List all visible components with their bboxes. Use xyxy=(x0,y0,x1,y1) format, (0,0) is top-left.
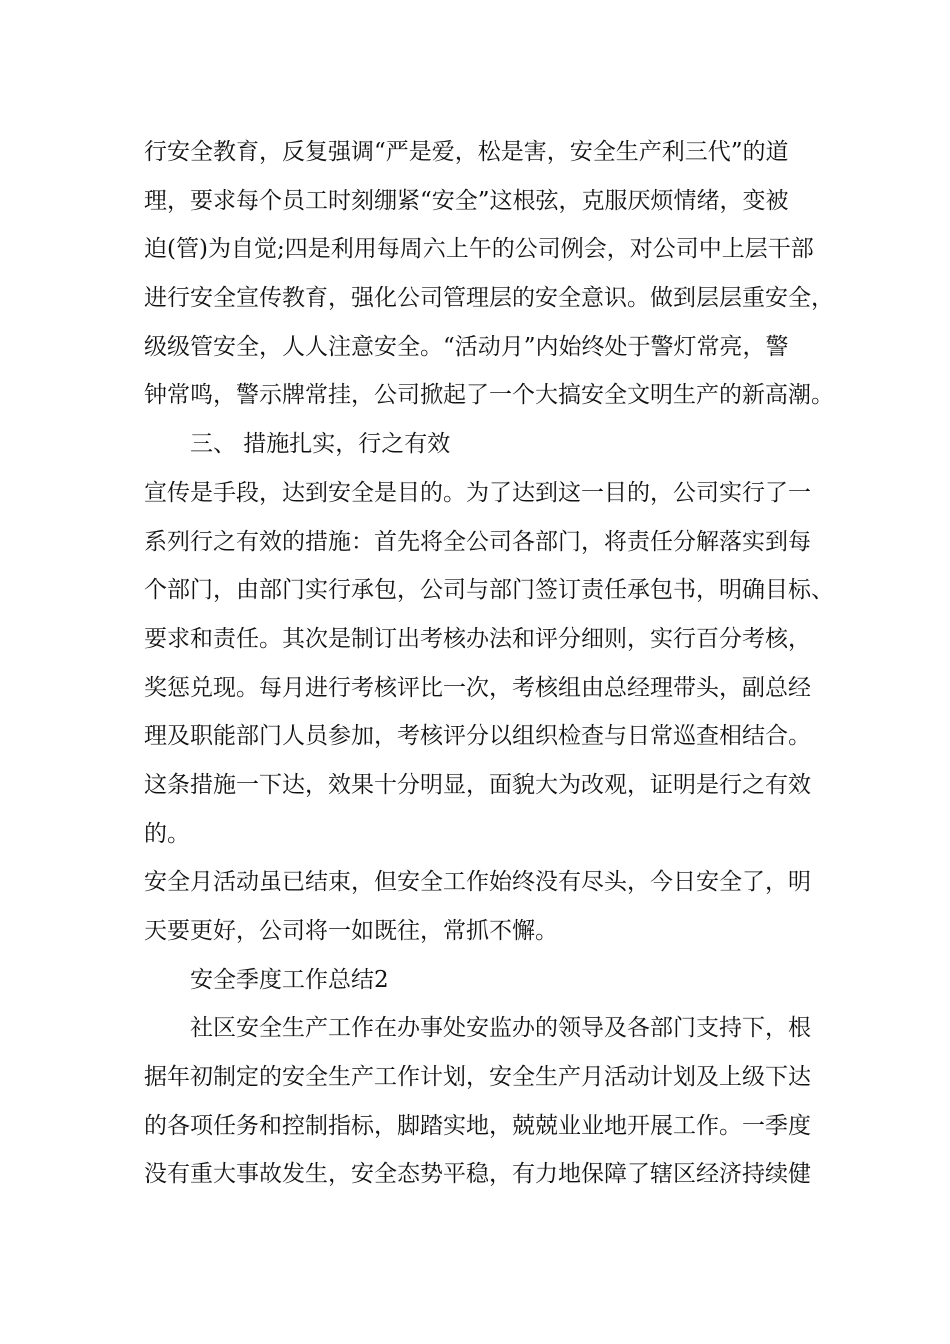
text-line: 行安全教育，反复强调“严是爱，松是害，安全生产利三代”的道 xyxy=(144,139,789,165)
document-body xyxy=(0,128,950,1199)
text-line: 宣传是手段，达到安全是目的。为了达到这一目的，公司实行了一 xyxy=(144,479,811,506)
text-line: 这条措施一下达，效果十分明显，面貌大为改观，证明是行之有效 xyxy=(144,771,811,798)
text-line: 要求和责任。其次是制订出考核办法和评分细则，实行百分考核， xyxy=(144,625,811,652)
text-line: 没有重大事故发生，安全态势平稳，有力地保障了辖区经济持续健 xyxy=(144,1161,811,1188)
text-line: 进行安全宣传教育，强化公司管理层的安全意识。做到层层重安全， xyxy=(144,285,834,312)
text-line: 理及职能部门人员参加，考核评分以组织检查与日常巡查相结合。 xyxy=(144,723,811,750)
text-line: 安全月活动虽已结束，但安全工作始终没有尽头，今日安全了，明 xyxy=(144,869,811,896)
text-line: 的各项任务和控制指标，脚踏实地，兢兢业业地开展工作。一季度 xyxy=(144,1112,811,1139)
text-line: 迫(管)为自觉;四是利用每周六上午的公司例会，对公司中上层干部 xyxy=(144,236,814,263)
text-line: 天要更好，公司将一如既往，常抓不懈。 xyxy=(144,918,558,944)
section-heading: 三、 措施扎实，行之有效 xyxy=(190,431,451,458)
text-line: 社区安全生产工作在办事处安监办的领导及各部门支持下，根 xyxy=(190,1015,811,1042)
text-line: 级级管安全，人人注意安全。“活动月”内始终处于警灯常亮，警 xyxy=(144,333,789,360)
text-line: 个部门，由部门实行承包，公司与部门签订责任承包书，明确目标、 xyxy=(144,577,834,604)
text-line: 系列行之有效的措施：首先将全公司各部门，将责任分解落实到每 xyxy=(144,528,811,555)
text-line: 的。 xyxy=(144,820,190,847)
document-subtitle: 安全季度工作总结2 xyxy=(190,966,389,993)
text-line: 钟常鸣，警示牌常挂，公司掀起了一个大搞安全文明生产的新高潮。 xyxy=(144,382,834,409)
text-line: 据年初制定的安全生产工作计划，安全生产月活动计划及上级下达 xyxy=(144,1064,811,1091)
text-line: 奖惩兑现。每月进行考核评比一次，考核组由总经理带头，副总经 xyxy=(144,674,811,701)
text-line: 理，要求每个员工时刻绷紧“安全”这根弦，克服厌烦情绪，变被 xyxy=(144,187,789,214)
